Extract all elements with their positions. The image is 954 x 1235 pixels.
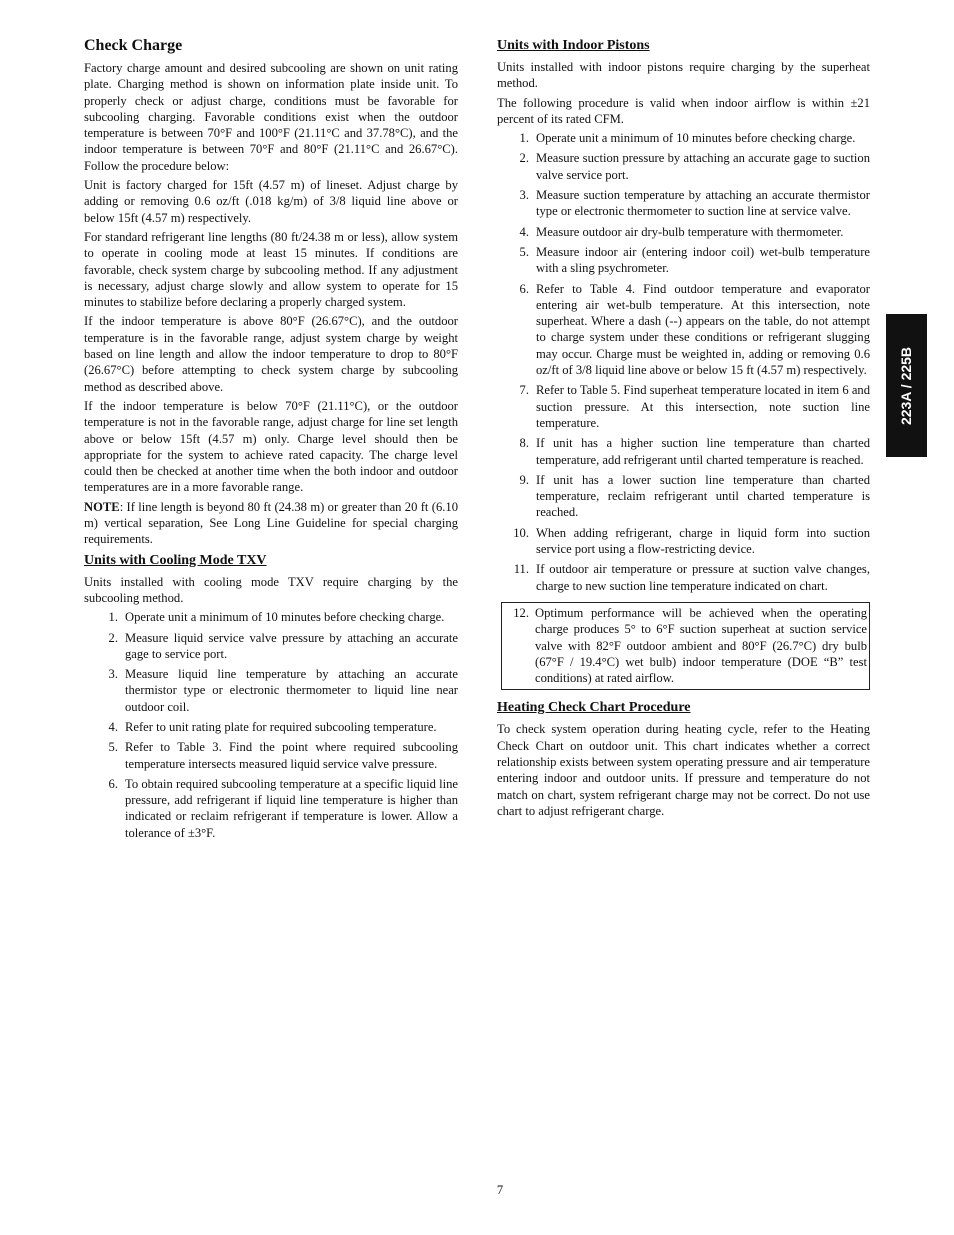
heating-check-paragraph: To check system operation during heating cycle, refer to the Heating Check Chart on outdoor unit. This chart indicates whether a correct relationship exists between system operating pressure and air temperature entering indoor and outdoor units. If pressure and temperature do not match on chart, system refrigerant charge may not be correct. Do not use chart to adjust refrigerant charge. <box>497 722 870 818</box>
step-text: Measure outdoor air dry-bulb temperature with thermometer. <box>536 224 844 239</box>
check-charge-heading: Check Charge <box>84 37 183 54</box>
list-item <box>508 605 867 686</box>
note-label: NOTE <box>84 499 120 514</box>
list-item <box>497 281 870 379</box>
step-number: 6. <box>108 776 118 791</box>
note-text: : If line length is beyond 80 ft (24.38 m) or greater than 20 ft (6.10 m) vertical separation, See Long Line Guideline for special charging requirements. <box>84 499 458 547</box>
step-text: Operate unit a minimum of 10 minutes before checking charge. <box>125 610 445 625</box>
step-number: 7. <box>519 383 529 398</box>
step-number: 3. <box>108 667 118 682</box>
page-number: 7 <box>496 1183 504 1197</box>
step-number: 1. <box>519 131 529 146</box>
step-number: 3. <box>519 188 529 203</box>
txv-intro: Units installed with cooling mode TXV require charging by the subcooling method. <box>84 574 458 605</box>
list-item <box>497 224 870 240</box>
check-charge-paragraph-4: If the indoor temperature is above 80°F (26.67°C), and the outdoor temperature is in the favorable range, adjust system charge by weight based on line length and allow the indoor temperature to drop to 80°F (26.67°C) before attempting to check system charge by subcooling method as described above. <box>84 314 458 394</box>
left-column <box>84 36 458 845</box>
list-item <box>497 472 870 521</box>
step-text: Measure indoor air (entering indoor coil) wet-bulb temperature with a sling psychrometer. <box>536 244 870 276</box>
step-number: 2. <box>108 630 118 645</box>
list-item <box>84 719 458 735</box>
list-item <box>84 739 458 772</box>
step-text: Measure suction temperature by attaching an accurate thermistor type or electronic thermometer to suction line at service valve. <box>536 188 870 219</box>
list-item <box>497 244 870 277</box>
step-text: Refer to unit rating plate for required subcooling temperature. <box>125 719 437 734</box>
step-text: Measure liquid line temperature by attaching an accurate thermistor type or electronic thermometer to liquid line near outdoor coil. <box>125 667 458 714</box>
check-charge-paragraph-1: Factory charge amount and desired subcooling are shown on unit rating plate. Charging method is shown on information plate inside unit. To properly check or adjust charge, conditions must be favorable for subcooling charging. Favorable conditions exist when the outdoor temperature is between 70°F and 100°F (21.11°C and 37.78°C), and the indoor temperature is between 70°F and 80°F (21.11°C and 26.67°C). Follow the procedure below: <box>84 61 458 173</box>
step-number: 5. <box>108 740 118 755</box>
step-text: Refer to Table 4. Find outdoor temperature and evaporator entering air wet-bulb temperature. At this intersection, note superheat. Where a dash (--) appears on the table, do not attempt to charge system under these conditions or refrigerant slugging may occur. Charge must be weighted in, adding or removing 0.6 oz/ft of 3/8 liquid line above or below 15 ft (4.57 m) respectively. <box>536 281 870 378</box>
step-text: Measure suction pressure by attaching an accurate gage to suction valve service port. <box>536 151 870 182</box>
step-text: When adding refrigerant, charge in liquid form into suction service port using a flow-restricting device. <box>536 525 870 557</box>
step-number: 8. <box>519 436 529 451</box>
step-number: 11. <box>513 562 529 577</box>
step-number: 2. <box>519 151 529 166</box>
list-item <box>497 150 870 183</box>
pistons-intro: Units installed with indoor pistons require charging by the superheat method. <box>497 60 870 91</box>
list-item <box>84 776 458 841</box>
step-text: Optimum performance will be achieved when the operating charge produces 5° to 6°F suction superheat at suction service valve with 82°F outdoor ambient and 80°F (26.7°C) dry bulb (67°F / 19.4°C) wet bulb) indoor temperature (DOE “B” test conditions) at rated airflow. <box>535 605 867 686</box>
step-number: 10. <box>513 525 529 540</box>
step-text: If outdoor air temperature or pressure at suction valve changes, charge to new suction line temperature indicated on chart. <box>536 562 870 593</box>
check-charge-paragraph-3: For standard refrigerant line lengths (80 ft/24.38 m or less), allow system to operate in cooling mode at least 15 minutes. If conditions are favorable, check system charge by subcooling method. If any adjustment is necessary, adjust charge slowly and allow system to operate for 15 minutes to stabilize before declaring a properly charged system. <box>84 229 458 310</box>
check-charge-paragraph-5: If the indoor temperature is below 70°F (21.11°C), or the outdoor temperature is not in the favorable range, adjust charge for line set length above or below 15ft (4.57 m) only. Charge level should then be appropriate for the system to achieve rated capacity. The charge level could then be checked at another time when the both indoor and outdoor temperatures are in a more favorable range. <box>84 398 458 495</box>
step-number: 6. <box>519 281 529 296</box>
txv-steps-list <box>84 609 458 841</box>
step-text: To obtain required subcooling temperature at a specific liquid line pressure, add refrigerant if liquid line temperature is higher than indicated or reclaim refrigerant if temperature is lower. Allow a tolerance of ±3°F. <box>125 776 458 840</box>
list-item <box>497 382 870 431</box>
check-charge-paragraph-2: Unit is factory charged for 15ft (4.57 m) of lineset. Adjust charge by adding or removing 0.6 oz/ft (.018 kg/m) of 3/8 liquid line above or below 15ft (4.57 m) respectively. <box>84 178 458 225</box>
txv-heading: Units with Cooling Mode TXV <box>84 552 267 568</box>
step-text: Refer to Table 5. Find superheat temperature located in item 6 and suction pressure. At this intersection, note suction line temperature. <box>536 383 870 430</box>
step-number: 4. <box>519 224 529 239</box>
pistons-steps-list <box>497 130 870 594</box>
list-item <box>84 609 458 625</box>
step-number: 9. <box>519 472 529 487</box>
heating-check-heading: Heating Check Chart Procedure <box>497 700 691 716</box>
list-item <box>497 561 870 594</box>
boxed-step-12 <box>501 602 870 690</box>
list-item <box>84 630 458 663</box>
note-paragraph <box>84 499 458 548</box>
step-text: Operate unit a minimum of 10 minutes before checking charge. <box>536 131 856 146</box>
step-number: 1. <box>108 610 118 625</box>
pistons-valid-note: The following procedure is valid when indoor airflow is within ±21 percent of its rated CFM. <box>497 95 870 126</box>
step-text: Measure liquid service valve pressure by attaching an accurate gage to service port. <box>125 630 458 661</box>
step-number: 4. <box>108 719 118 734</box>
list-item <box>497 187 870 220</box>
pistons-heading: Units with Indoor Pistons <box>497 38 650 53</box>
step-text: If unit has a lower suction line temperature than charted temperature, reclaim refrigerant until charted temperature is reached. <box>536 472 870 520</box>
step-text: Refer to Table 3. Find the point where required subcooling temperature intersects measured liquid service valve pressure. <box>125 740 458 771</box>
list-item <box>497 130 870 146</box>
model-side-tab <box>886 314 927 457</box>
list-item <box>497 525 870 558</box>
list-item <box>84 666 458 715</box>
step-number: 5. <box>519 244 529 259</box>
model-side-tab-label: 223A / 225B <box>898 346 915 425</box>
step-text: If unit has a higher suction line temperature than charted temperature, add refrigerant until charted temperature is reached. <box>536 436 870 467</box>
right-column <box>497 36 870 822</box>
list-item <box>497 435 870 468</box>
step-number: 12. <box>513 605 529 620</box>
